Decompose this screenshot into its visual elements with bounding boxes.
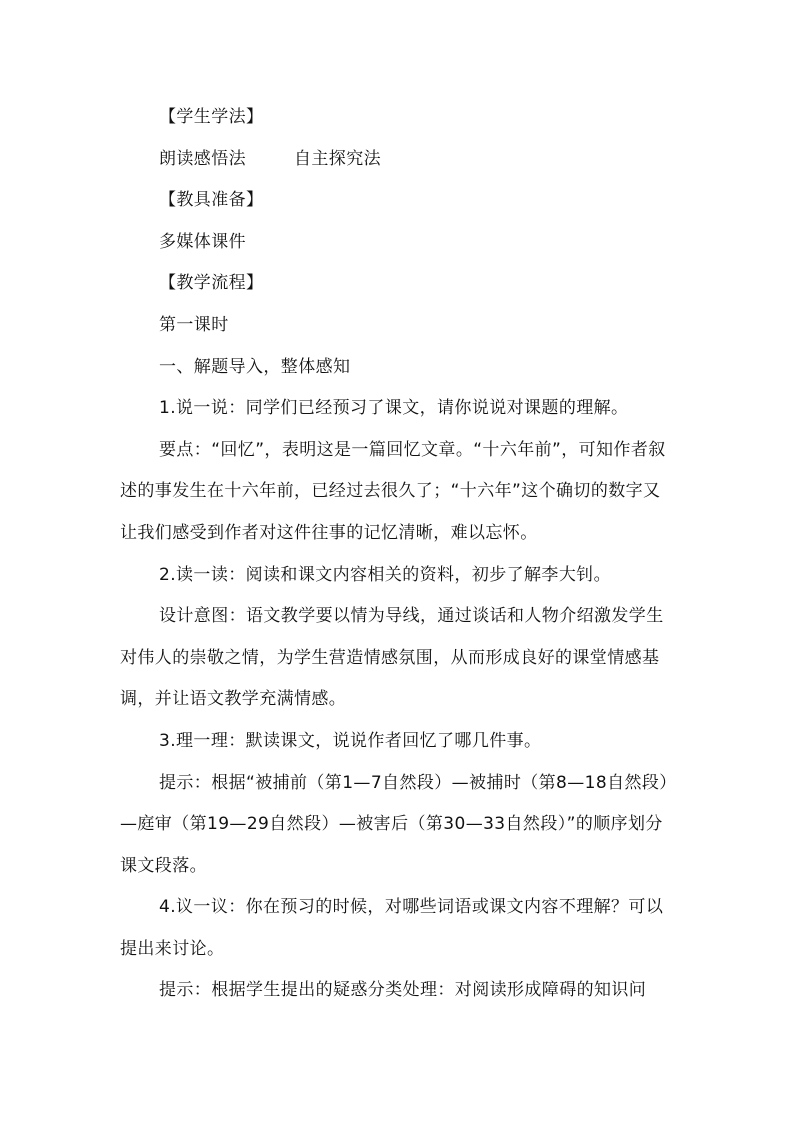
paragraph-say: 1.说一说：同学们已经预习了课文，请你说说对课题的理解。 <box>159 398 629 419</box>
document-body <box>120 97 676 1012</box>
process-heading: 【教学流程】 <box>159 273 264 294</box>
paragraph-design-intent: 设计意图：语文教学要以情为导线，通过谈话和人物介绍激发学生对伟人的崇敬之情，为学生营造情感氛围，从而形成良好的课堂情感基调，并让语文教学充满情感。 <box>120 606 664 710</box>
paragraph-hint-doubts: 提示：根据学生提出的疑惑分类处理：对阅读形成障碍的知识问 <box>159 980 647 1001</box>
student-methods-heading: 【学生学法】 <box>159 107 264 127</box>
paragraph-read: 2.读一读：阅读和课文内容相关的资料，初步了解李大钊。 <box>159 564 612 585</box>
tools-text: 多媒体课件 <box>159 231 246 252</box>
paragraph-hint-sections: 提示：根据“被捕前（第1—7自然段）—被捕时（第8—18自然段）—庭审（第19—29自然段）—被害后（第30—33自然段）”的顺序划分课文段落。 <box>120 772 669 876</box>
lesson-title: 第一课时 <box>159 314 229 335</box>
student-methods-line <box>120 139 676 181</box>
part-one-title: 一、解题导入，整体感知 <box>159 356 351 377</box>
tools-heading: 【教具准备】 <box>159 190 264 211</box>
method-reading: 朗读感悟法 <box>159 148 246 169</box>
paragraph-key-points: 要点：“回忆”，表明这是一篇回忆文章。“十六年前”，可知作者叙述的事发生在十六年前，已经过去很久了；“十六年”这个确切的数字又让我们感受到作者对这件往事的记忆清晰，难以忘怀。 <box>120 439 666 543</box>
method-inquiry: 自主探究法 <box>294 148 381 169</box>
paragraph-discuss: 4.议一议：你在预习的时候，对哪些词语或课文内容不理解？可以提出来讨论。 <box>120 897 664 959</box>
paragraph-sort-out: 3.理一理：默读课文，说说作者回忆了哪几件事。 <box>159 730 542 751</box>
